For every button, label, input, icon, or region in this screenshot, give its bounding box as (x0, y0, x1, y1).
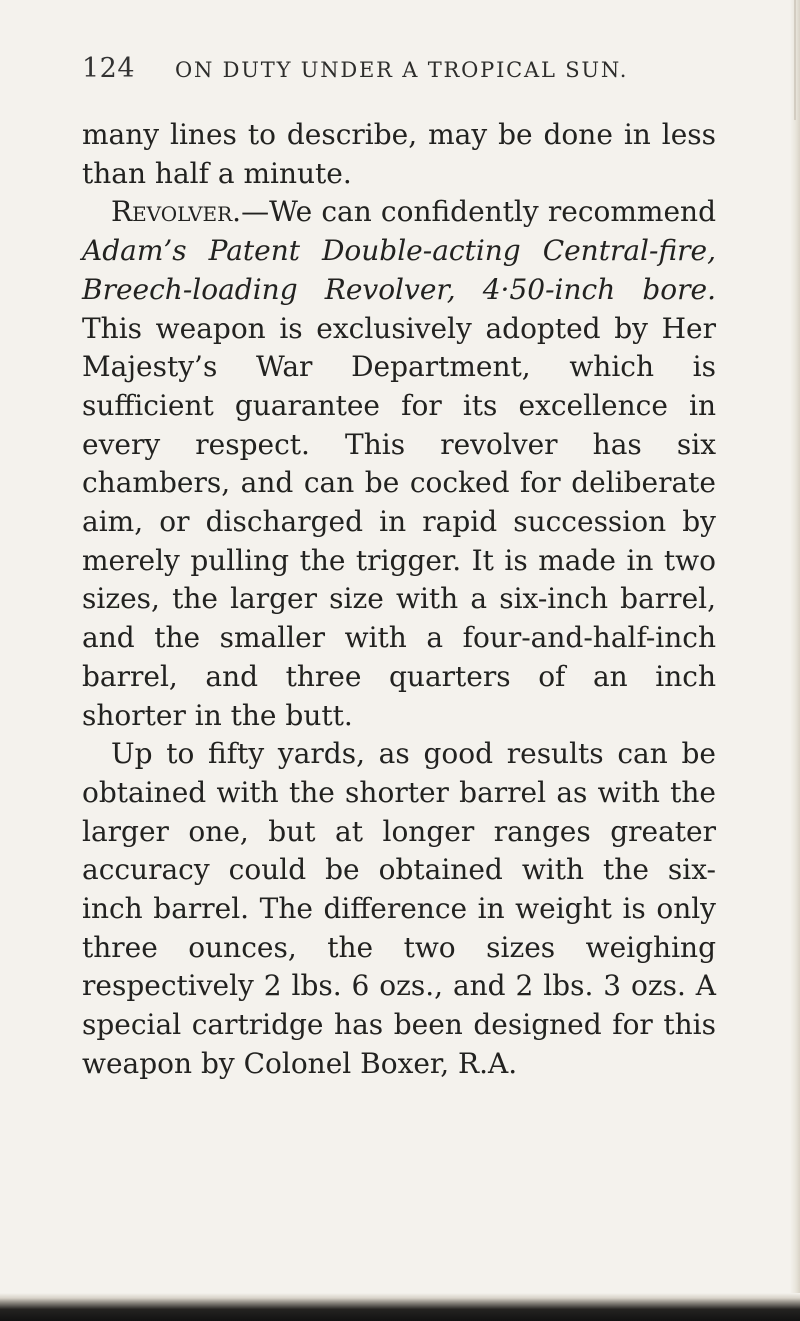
paragraph-1: many lines to describe, may be done in less than half a minute. (82, 118, 716, 190)
running-title: ON DUTY UNDER A TROPICAL SUN. (175, 58, 629, 82)
scan-bottom-edge (0, 1293, 800, 1321)
page-number: 124 (82, 53, 136, 84)
paragraph-2 (82, 193, 716, 735)
paragraph-3: Up to fifty yards, as good results can be obtained with the shorter barrel as with the larger one, but at longer ranges greater accuracy could be obtained with the six-inch barrel. The difference in weight is only three ounces, the two sizes weighing respectively 2 lbs. 6 ozs., and 2 lbs. 3 ozs. A special cartridge has been designed for this weapon by Colonel Boxer, R.A. (82, 737, 716, 1080)
page-header (82, 55, 762, 95)
revolver-description: This weapon is exclusively adopted by Her Majesty’s War Department, which is sufficient guarantee for its excellence in every respect. This revolver has six chambers, and can be cocked for deliberate aim, or discharged in rapid succession by merely pulling the trigger. It is made in two sizes, the larger size with a six-inch barrel, and the smaller with a four-and-half-inch barrel, and three quarters of an inch shorter in the butt. (82, 311, 716, 732)
body-text (82, 116, 716, 1084)
page-shadow (794, 0, 796, 120)
revolver-name: Adam’s Patent Double-acting Central-fire, Breech-loading Revolver, 4·50-inch bore. (82, 234, 716, 306)
revolver-heading: Revolver. (111, 195, 242, 229)
revolver-lead: —We can confidently recommend (241, 195, 716, 229)
page-edge (790, 0, 800, 1321)
